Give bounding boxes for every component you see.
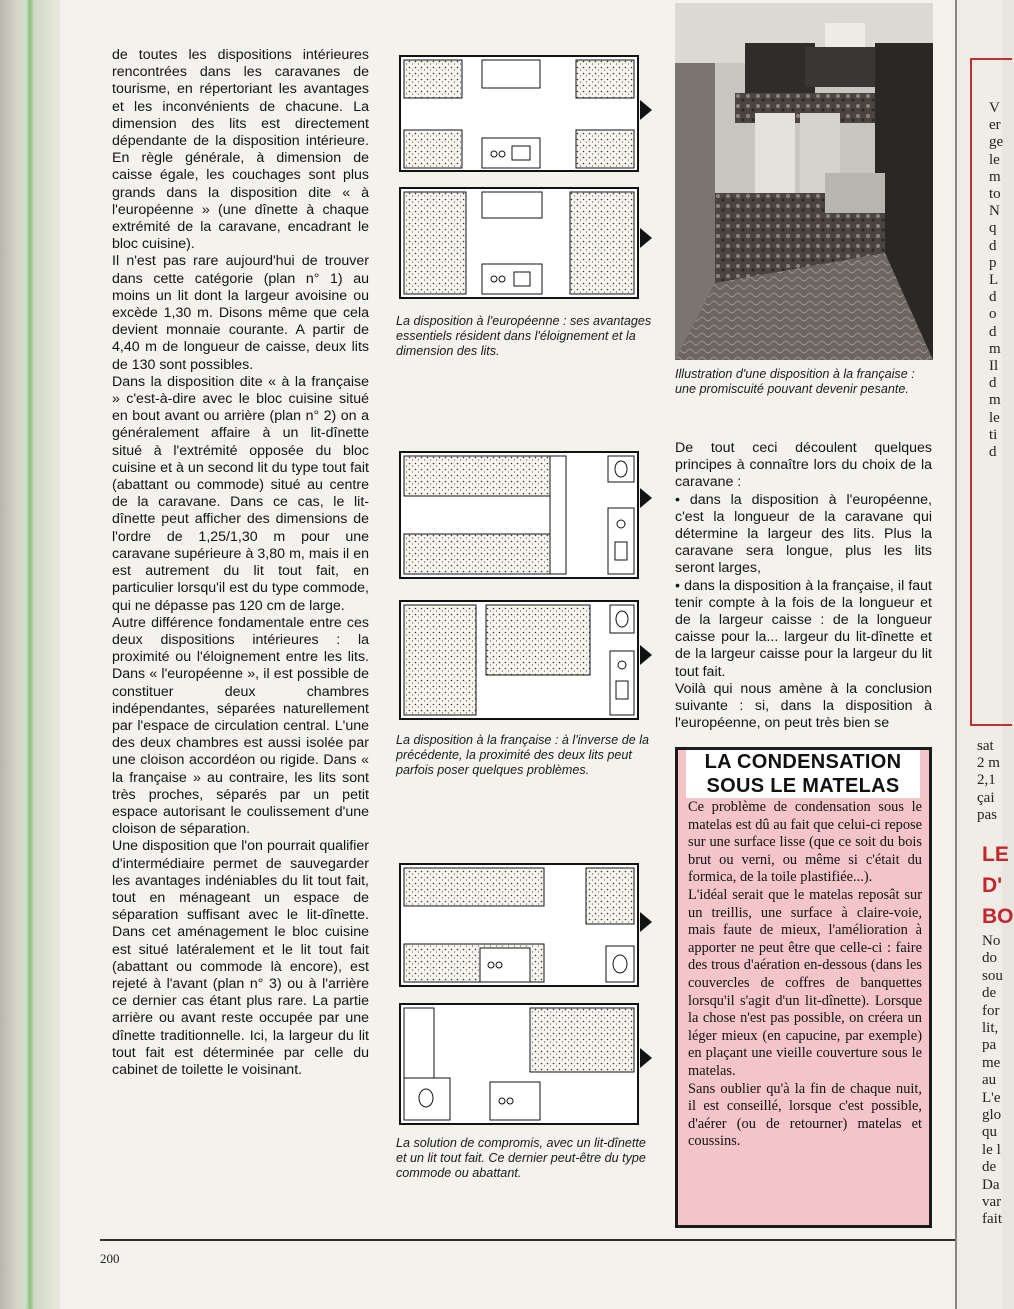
facing-page-fragment: to xyxy=(989,186,1001,202)
facing-page-fragment: d xyxy=(989,375,997,392)
plan-europeenne-a xyxy=(400,56,652,171)
caption-plan-1: La disposition à l'européenne : ses avantages essentiels résident dans l'éloignement et la dimension des lits. xyxy=(396,314,652,359)
bullet-item: • dans la disposition à la française, il faut tenir compte à la fois de la longueur et de la largeur caisse : de la longueur caisse pour la... largeur du lit-dînette et de la largeur caisse pour la largeur du lit tout fait. xyxy=(675,577,932,680)
paragraph: L'idéal serait que le matelas reposât sur un treillis, une surface à claire-voie, mais faute de mieux, l'amélioration à apporter ne peut être que celle-ci : faire des trous d'aération en-dessous (dans les couvercles de coffres de banquettes lorsqu'il s'agit d'un lit-dînette). Lorsque la chose n'est pas possible, on créera un léger mieux (en capucine, par exemple) en plaçant une vieille couverture sous le matelas. xyxy=(688,886,922,1079)
facing-page-fragment: 2 m xyxy=(977,755,1000,772)
facing-page-fragment: o xyxy=(989,306,997,323)
facing-page-fragment: d xyxy=(989,444,997,460)
caravan-interior-photo xyxy=(675,3,933,360)
facing-page-fragment: pa xyxy=(982,1037,997,1054)
facing-page-fragment: au xyxy=(982,1072,997,1089)
plan-francaise-a xyxy=(400,452,652,578)
facing-page-fragment: L xyxy=(989,272,999,288)
article-column-3 xyxy=(675,440,932,732)
facing-page-fragment: Da xyxy=(982,1176,1000,1193)
paragraph: De tout ceci découlent quelques principes à connaître lors du choix de la caravane : xyxy=(675,440,932,491)
paragraph: Dans la disposition dite « à la française » c'est-à-dire avec le bloc cuisine situé en bout avant ou arrière (plan n° 2) on a généralement affaire à un lit-dînette situé à l'extrémité opposée du bloc cuisine et à un second lit du type tout fait (abattant ou commode) situé au centre de la caravane. Dans ce cas, le lit-dînette peut afficher des dimensions de l'ordre de 1,25/1,30 m pour une caravane supérieure à 3,80 m, mais il en est autrement du lit tout fait, en particulier lorsqu'il est du type commode, qui ne dépasse pas 120 cm de large. xyxy=(112,373,369,614)
sidebar-title xyxy=(686,750,920,798)
facing-page-fragment: glo xyxy=(982,1107,1002,1123)
facing-page-fragment: ti xyxy=(989,426,998,443)
facing-page-fragment: for xyxy=(982,1002,1000,1019)
floor-plan-diagrams-3 xyxy=(390,858,660,1128)
paragraph: de toutes les dispositions intérieures rencontrées dans les caravanes de tourisme, en répertoriant les avantages et les inconvénients de chacune. La dimension des lits est directement dépendante de la disposition intérieure. En règle générale, à dimension de caisse égale, les couchages sont plus grands dans la disposition dite « à l'européenne » (une dînette à chaque extrémité de la caravane, encadrant le bloc cuisine). xyxy=(112,47,369,253)
paragraph: Ce problème de condensation sous le matelas est dû au fait que celui-ci repose sur une surface lisse (que ce soit du bois brut ou verni, ou même si c'était du formica, de la toile plastifiée...). xyxy=(688,799,922,886)
facing-page-fragment: Il xyxy=(989,358,999,374)
facing-page-fragment: m xyxy=(989,340,1001,357)
facing-page-fragment: sou xyxy=(982,967,1003,984)
facing-page-fragment: sat xyxy=(977,738,994,754)
paragraph: Sans oublier qu'à la fin de chaque nuit, il est conseillé, lorsque c'est possible, d'aérer (ou de retourner) matelas et coussins. xyxy=(688,1080,922,1150)
facing-page-fragment: ge xyxy=(989,134,1004,151)
facing-page-fragment: le xyxy=(989,409,1000,426)
caption-plan-2: La disposition à la française : à l'inverse de la précédente, la proximité des deux lits peut parfois poser quelques problèmes. xyxy=(396,733,650,778)
facing-page-fragment: var xyxy=(982,1194,1002,1210)
facing-page-fragment: V xyxy=(989,100,1000,116)
floor-plan-diagram-2b xyxy=(390,595,660,725)
facing-page-fragment: m xyxy=(989,392,1001,409)
facing-page-fragment: d xyxy=(989,237,997,254)
facing-page-fragment: de xyxy=(982,985,997,1002)
facing-page-fragment: q xyxy=(989,220,997,237)
facing-page-fragment: fait xyxy=(982,1211,1002,1228)
sidebar-title-line-2: SOUS LE MATELAS xyxy=(706,775,900,797)
paragraph: Il n'est pas rare aujourd'hui de trouver dans cette catégorie (plan n° 1) au moins un lit dont la largeur avoisine ou excède 1,30 m. Disons même que cela devient monnaie courante. A partir de 4,40 m de longueur de caisse, deux lits de 130 sont possibles. xyxy=(112,253,369,373)
facing-page-fragment: pas xyxy=(977,806,997,823)
binding-spine xyxy=(0,0,60,1309)
facing-page-fragment: de xyxy=(982,1159,997,1176)
facing-page-fragment: BO xyxy=(982,905,1014,928)
paragraph: Autre différence fondamentale entre ces deux dispositions intérieures : la proximité ou l'éloignement entre les lits. Dans « l'européenne », il est possible de constituer deux chambres indépendantes, séparées naturellement par l'espace de circulation central. L'une des deux chambres est aussi isolée par une cloison accordéon ou rigide. Dans « la française » au contraire, les lits sont très proches, séparés par un petit espace autorisant le coulissement d'une cloison de séparation. xyxy=(112,614,369,838)
sidebar-title-line-1: LA CONDENSATION xyxy=(704,751,902,773)
facing-page-fragment: d xyxy=(989,289,997,306)
facing-page-fragment: 2,1 xyxy=(977,772,996,789)
facing-page-fragment: do xyxy=(982,950,997,967)
facing-page-fragment: LE xyxy=(982,843,1009,866)
facing-page-fragment: lit, xyxy=(982,1020,999,1036)
facing-page-fragment: me xyxy=(982,1054,1001,1071)
facing-page-fragment: N xyxy=(989,203,1000,220)
facing-page-fragment: qu xyxy=(982,1124,997,1141)
facing-page-fragment: d xyxy=(989,323,997,340)
caption-plan-3: La solution de compromis, avec un lit-dînette et un lit tout fait. Ce dernier peut-être du type commode ou abattant. xyxy=(396,1136,646,1181)
facing-page-fragment: le xyxy=(989,151,1000,168)
facing-page-fragment: m xyxy=(989,168,1001,185)
facing-page-fragment: No xyxy=(982,933,1001,949)
facing-page-edge xyxy=(955,0,1014,1309)
facing-page-fragment: p xyxy=(989,254,997,271)
footer-rule xyxy=(100,1239,955,1241)
facing-page-fragment: le l xyxy=(982,1141,1001,1158)
facing-page-fragment: D' xyxy=(982,874,1003,897)
facing-page-fragment: çai xyxy=(977,789,995,806)
facing-page-fragment: L'e xyxy=(982,1089,1001,1106)
sidebar-body xyxy=(688,799,922,1151)
page-number: 200 xyxy=(100,1251,120,1266)
caption-photo: Illustration d'une disposition à la française : une promiscuité pouvant devenir pesante. xyxy=(675,367,915,397)
paragraph: Voilà qui nous amène à la conclusion suivante : si, dans la disposition à l'européenne, on peut très bien se xyxy=(675,680,932,732)
plan-europeenne-b xyxy=(400,188,652,298)
paragraph: Une disposition que l'on pourrait qualifier d'intermédiaire permet de sauvegarder les avantages indéniables du lit tout fait, tout en ménageant un espace de séparation suffisant avec le lit-dînette. Dans cet aménagement le bloc cuisine est situé latéralement et le lit tout fait (abattant ou commode là encore), est rejeté à l'avant (plan n° 3) ou à l'arrière ce dernier cas étant plus rare. La partie arrière ou avant reste occupée par une dînette traditionnelle. Ici, la largeur du lit tout fait est déterminée par celle du cabinet de toilette le voisinant. xyxy=(112,838,369,1078)
article-column-1 xyxy=(112,47,369,1079)
facing-page-fragment: er xyxy=(989,117,1001,134)
bullet-item: • dans la disposition à l'européenne, c'est la longueur de la caravane qui détermine la largeur des lits. Plus la caravane sera longue, plus les lits seront larges, xyxy=(675,491,932,577)
